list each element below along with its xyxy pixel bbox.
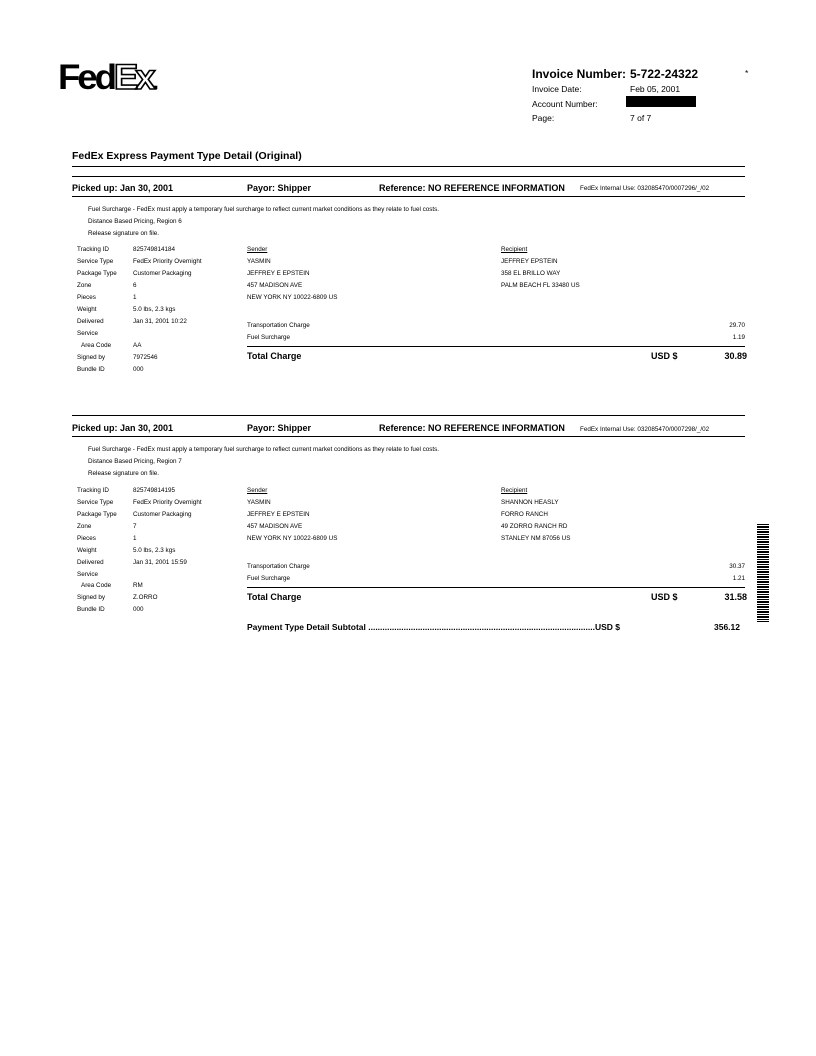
total-amount: 31.58: [724, 592, 747, 602]
field-value: RM: [133, 582, 143, 589]
field-label: Delivered: [77, 318, 104, 325]
payor: Payor: Shipper: [247, 183, 312, 193]
field-label: Delivered: [77, 559, 104, 566]
field-label: Zone: [77, 282, 92, 289]
note-signature: Release signature on file.: [88, 470, 160, 477]
field-value: FedEx Priority Overnight: [133, 258, 202, 265]
header-rule: [72, 436, 745, 437]
field-label: Area Code: [81, 342, 112, 349]
sender-line: 457 MADISON AVE: [247, 282, 303, 289]
sender-label: Sender: [247, 246, 268, 253]
charge-amount: 29.70: [729, 322, 745, 329]
charge-label: Transportation Charge: [247, 322, 310, 329]
sender-line: YASMIN: [247, 499, 271, 506]
note-region: Distance Based Pricing, Region 6: [88, 218, 182, 225]
field-label: Package Type: [77, 511, 117, 518]
total-rule: [247, 587, 745, 588]
account-number-redaction: [626, 96, 696, 107]
field-value: Z.ORRO: [133, 594, 158, 601]
field-label: Zone: [77, 523, 92, 530]
recipient-line: 358 EL BRILLO WAY: [501, 270, 561, 277]
field-value: Jan 31, 2001 15:59: [133, 559, 187, 566]
charge-amount: 1.21: [732, 575, 745, 582]
field-label: Service Type: [77, 258, 114, 265]
charge-amount: 1.19: [732, 334, 745, 341]
field-label: Tracking ID: [77, 487, 109, 494]
field-value: Jan 31, 2001 10:22: [133, 318, 187, 325]
charge-label: Transportation Charge: [247, 563, 310, 570]
invoice-date: Feb 05, 2001: [630, 84, 681, 94]
field-value: Customer Packaging: [133, 270, 192, 277]
note-signature: Release signature on file.: [88, 230, 160, 237]
field-label: Weight: [77, 306, 97, 313]
invoice-mark: *: [745, 68, 749, 78]
sender-line: JEFFREY E EPSTEIN: [247, 270, 310, 277]
field-value: 1: [133, 294, 137, 301]
sender-line: 457 MADISON AVE: [247, 523, 303, 530]
field-label: Signed by: [77, 594, 106, 601]
total-currency: USD $: [651, 351, 678, 361]
reference: Reference: NO REFERENCE INFORMATION: [379, 423, 565, 433]
note-fuel: Fuel Surcharge - FedEx must apply a temporary fuel surcharge to reflect current market conditions as they relate to fuel costs.: [88, 206, 440, 213]
internal-use: FedEx Internal Use: 032085470/0007296/_/02: [580, 185, 710, 192]
field-value: FedEx Priority Overnight: [133, 499, 202, 506]
invoice-date-label: Invoice Date:: [532, 84, 582, 94]
field-label: Service: [77, 571, 98, 578]
field-value: 000: [133, 606, 144, 613]
field-label: Pieces: [77, 294, 96, 301]
field-value: 1: [133, 535, 137, 542]
field-value: 5.0 lbs, 2.3 kgs: [133, 547, 176, 554]
charge-label: Fuel Surcharge: [247, 334, 291, 341]
invoice-number-label: Invoice Number:: [532, 67, 627, 81]
sender-line: NEW YORK NY 10022-6809 US: [247, 294, 338, 301]
total-label: Total Charge: [247, 351, 302, 361]
reference: Reference: NO REFERENCE INFORMATION: [379, 183, 565, 193]
divider: [72, 176, 745, 177]
recipient-line: 49 ZORRO RANCH RD: [501, 523, 568, 530]
invoice-number: 5-722-24322: [630, 67, 699, 81]
sender-line: NEW YORK NY 10022-6809 US: [247, 535, 338, 542]
recipient-line: FORRO RANCH: [501, 511, 548, 518]
total-currency: USD $: [651, 592, 678, 602]
recipient-line: JEFFREY EPSTEIN: [501, 258, 558, 265]
field-label: Bundle ID: [77, 606, 105, 613]
picked-up: Picked up: Jan 30, 2001: [72, 183, 174, 193]
field-value: AA: [133, 342, 142, 349]
sender-label: Sender: [247, 487, 268, 494]
field-value: 7: [133, 523, 137, 530]
recipient-line: PALM BEACH FL 33480 US: [501, 282, 580, 289]
total-amount: 30.89: [724, 351, 747, 361]
total-rule: [247, 346, 745, 347]
section-title: FedEx Express Payment Type Detail (Original): [72, 150, 302, 162]
recipient-line: SHANNON HEASLY: [501, 499, 559, 506]
page-label: Page:: [532, 113, 555, 123]
recipient-label: Recipient: [501, 487, 528, 494]
charge-amount: 30.37: [729, 563, 745, 570]
subtotal-amount: 356.12: [714, 622, 740, 632]
total-label: Total Charge: [247, 592, 302, 602]
page-number: 7 of 7: [630, 113, 652, 123]
note-region: Distance Based Pricing, Region 7: [88, 458, 182, 465]
field-value: 6: [133, 282, 137, 289]
field-label: Area Code: [81, 582, 112, 589]
field-label: Signed by: [77, 354, 106, 361]
recipient-label: Recipient: [501, 246, 528, 253]
internal-use: FedEx Internal Use: 032085470/0007298/_/02: [580, 426, 710, 433]
fedex-logo: FedEx.: [58, 58, 159, 97]
field-label: Service: [77, 330, 98, 337]
title-rule: [72, 166, 745, 167]
divider: [72, 415, 745, 416]
charge-label: Fuel Surcharge: [247, 575, 291, 582]
field-value: 825749814184: [133, 246, 176, 253]
recipient-line: STANLEY NM 87056 US: [501, 535, 571, 542]
field-value: 5.0 lbs, 2.3 kgs: [133, 306, 176, 313]
field-value: 825749814195: [133, 487, 176, 494]
barcode-graphic: [757, 524, 769, 622]
field-label: Pieces: [77, 535, 96, 542]
sender-line: JEFFREY E EPSTEIN: [247, 511, 310, 518]
field-value: 7972546: [133, 354, 158, 361]
field-label: Service Type: [77, 499, 114, 506]
field-label: Tracking ID: [77, 246, 109, 253]
payor: Payor: Shipper: [247, 423, 312, 433]
field-value: Customer Packaging: [133, 511, 192, 518]
field-label: Weight: [77, 547, 97, 554]
subtotal-label: Payment Type Detail Subtotal ................................................................................................USD $: [247, 622, 620, 632]
note-fuel: Fuel Surcharge - FedEx must apply a temporary fuel surcharge to reflect current market conditions as they relate to fuel costs.: [88, 446, 440, 453]
header-rule: [72, 196, 745, 197]
picked-up: Picked up: Jan 30, 2001: [72, 423, 174, 433]
sender-line: YASMIN: [247, 258, 271, 265]
field-value: 000: [133, 366, 144, 373]
field-label: Bundle ID: [77, 366, 105, 373]
account-number-label: Account Number:: [532, 99, 598, 109]
field-label: Package Type: [77, 270, 117, 277]
